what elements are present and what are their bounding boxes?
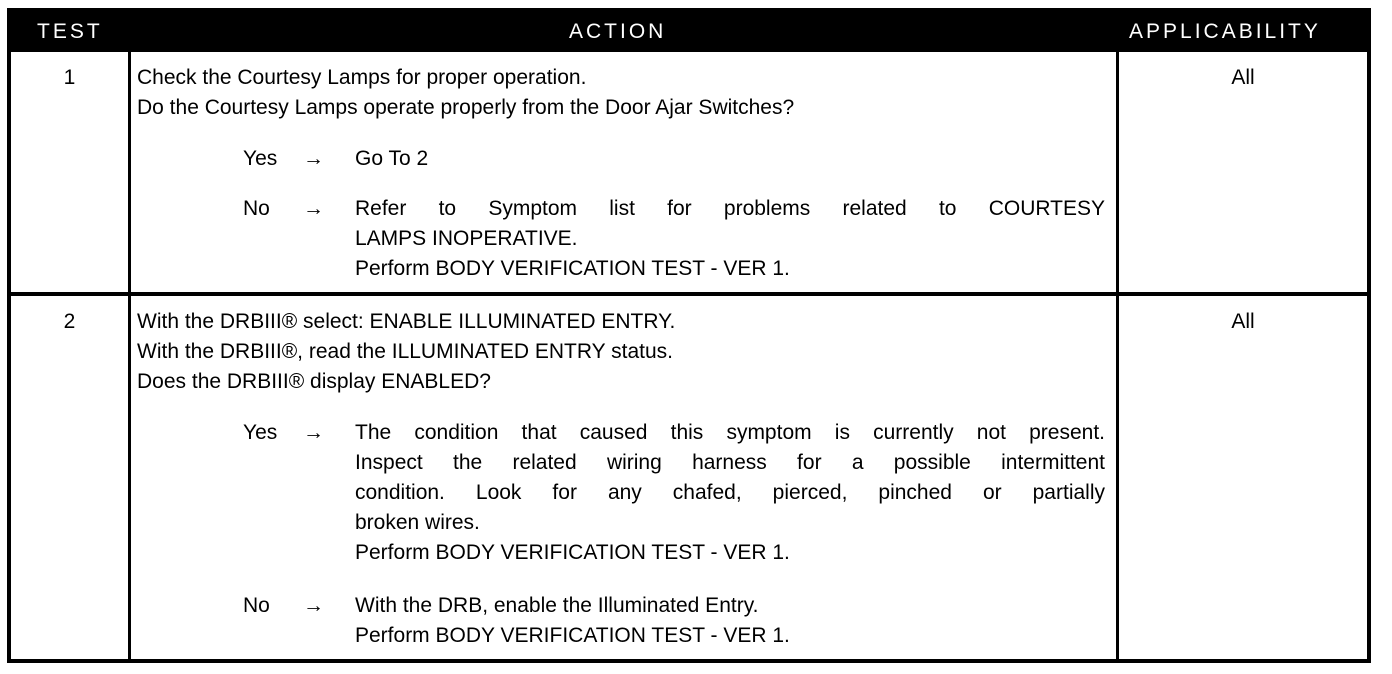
- action-line: With the DRBIII®, read the ILLUMINATED ENTRY status.: [137, 340, 673, 363]
- applicability-value: All: [1231, 310, 1255, 333]
- response-line: Inspect the related wiring harness for a possible intermittent: [355, 451, 1105, 474]
- yes-response: [243, 418, 1113, 568]
- arrow-icon: →: [303, 147, 324, 170]
- table-header: [11, 12, 1367, 52]
- arrow-icon: →: [303, 594, 324, 617]
- header-test: TEST: [37, 20, 103, 43]
- applicability-value: All: [1231, 66, 1255, 89]
- row-divider: [11, 292, 1367, 296]
- action-line: Check the Courtesy Lamps for proper operation.: [137, 66, 587, 89]
- response-line: With the DRB, enable the Illuminated Entry.: [355, 594, 759, 617]
- header-action: ACTION: [569, 20, 667, 43]
- test-number: 1: [63, 66, 76, 89]
- column-divider-applicability: [1116, 52, 1119, 663]
- response-line: Perform BODY VERIFICATION TEST - VER 1.: [355, 541, 790, 564]
- yes-label: Yes: [243, 421, 278, 444]
- arrow-icon: →: [303, 421, 324, 444]
- no-response: [243, 194, 1113, 284]
- header-applicability: APPLICABILITY: [1129, 20, 1321, 43]
- response-line: Perform BODY VERIFICATION TEST - VER 1.: [355, 257, 790, 280]
- column-divider-test: [128, 52, 131, 663]
- action-line: Does the DRBIII® display ENABLED?: [137, 370, 491, 393]
- response-line: Perform BODY VERIFICATION TEST - VER 1.: [355, 624, 790, 647]
- action-line: Do the Courtesy Lamps operate properly from the Door Ajar Switches?: [137, 96, 795, 119]
- yes-action-text: [355, 144, 1105, 174]
- action-line: With the DRBIII® select: ENABLE ILLUMINATED ENTRY.: [137, 310, 676, 333]
- yes-response: [243, 144, 1113, 174]
- response-line: The condition that caused this symptom is currently not present.: [355, 421, 1105, 444]
- yes-action-text: [355, 418, 1105, 568]
- diagnostic-test-table: [7, 8, 1371, 663]
- no-label: No: [243, 594, 270, 617]
- response-line: Refer to Symptom list for problems related to COURTESY: [355, 197, 1105, 220]
- response-line: broken wires.: [355, 511, 480, 534]
- yes-label: Yes: [243, 147, 278, 170]
- no-label: No: [243, 197, 270, 220]
- response-line: condition. Look for any chafed, pierced, pinched or partially: [355, 481, 1105, 504]
- no-action-text: [355, 194, 1105, 284]
- test-number: 2: [63, 310, 76, 333]
- response-line: Go To 2: [355, 147, 429, 170]
- no-response: [243, 591, 1113, 651]
- response-line: LAMPS INOPERATIVE.: [355, 227, 578, 250]
- no-action-text: [355, 591, 1105, 651]
- arrow-icon: →: [303, 197, 324, 220]
